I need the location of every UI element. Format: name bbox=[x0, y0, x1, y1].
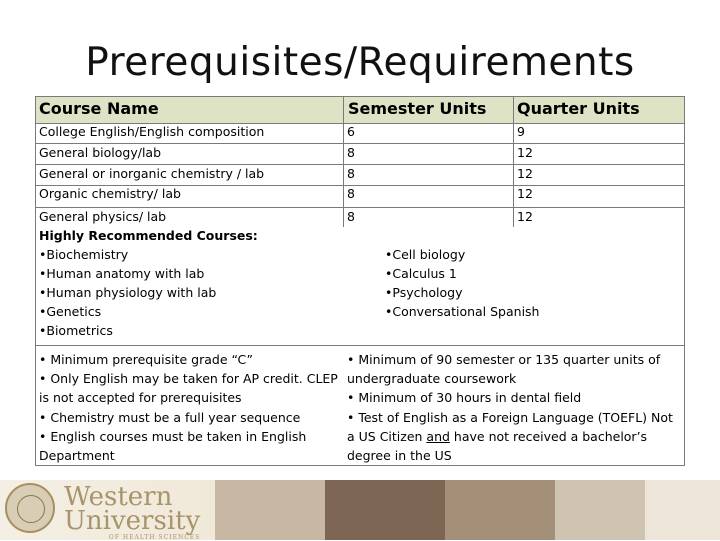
table-row-semester: 8 bbox=[347, 145, 355, 160]
table-row-course: Organic chemistry/ lab bbox=[39, 186, 181, 201]
table-row-course: General physics/ lab bbox=[39, 209, 167, 224]
student-photo bbox=[445, 480, 555, 540]
list-item: •Biochemistry bbox=[39, 247, 129, 262]
header-course-name: Course Name bbox=[39, 99, 159, 118]
list-item: •Human anatomy with lab bbox=[39, 266, 205, 281]
table-row-semester: 8 bbox=[347, 166, 355, 181]
note-item: • Minimum prerequisite grade “C” bbox=[39, 352, 253, 367]
table-row-semester: 6 bbox=[347, 124, 355, 139]
note-item: • Test of English as a Foreign Language (TOEFL) Not a US Citizen and have not received a bachelor’s degree in the US bbox=[347, 409, 673, 464]
note-item: • Minimum of 90 semester or 135 quarter units of undergraduate coursework bbox=[347, 352, 661, 387]
row-divider bbox=[36, 207, 684, 208]
list-item: •Conversational Spanish bbox=[385, 304, 540, 319]
row-divider bbox=[36, 143, 684, 144]
note-item: • Chemistry must be a full year sequence bbox=[39, 409, 301, 425]
requirements-table bbox=[35, 96, 685, 466]
table-row-quarter: 12 bbox=[517, 145, 533, 160]
notes-right bbox=[347, 350, 683, 465]
university-logo: Western University OF HEALTH SCIENCES bbox=[64, 482, 201, 541]
table-row-semester: 8 bbox=[347, 186, 355, 201]
recommended-heading: Highly Recommended Courses: bbox=[39, 228, 258, 243]
list-item: •Biometrics bbox=[39, 323, 113, 338]
table-row-quarter: 12 bbox=[517, 186, 533, 201]
row-divider bbox=[36, 164, 684, 165]
page-title: Prerequisites/Requirements bbox=[85, 40, 635, 85]
student-photo bbox=[215, 480, 325, 540]
note-item: • English courses must be taken in English Department bbox=[39, 428, 307, 464]
list-item: •Human physiology with lab bbox=[39, 285, 217, 300]
table-row-course: College English/English composition bbox=[39, 124, 265, 139]
list-item: •Cell biology bbox=[385, 247, 466, 262]
list-item: •Calculus 1 bbox=[385, 266, 457, 281]
table-row-quarter: 12 bbox=[517, 166, 533, 181]
notes-left bbox=[39, 350, 342, 465]
list-item: •Genetics bbox=[39, 304, 102, 319]
table-row-semester: 8 bbox=[347, 209, 355, 224]
list-item: •Psychology bbox=[385, 285, 463, 300]
table-row-course: General biology/lab bbox=[39, 145, 162, 160]
student-photo bbox=[645, 480, 720, 540]
table-header bbox=[36, 97, 684, 124]
university-seal-icon bbox=[5, 483, 55, 533]
note-item: • Only English may be taken for AP credit. CLEP is not accepted for prerequisites bbox=[39, 371, 338, 406]
table-row-course: General or inorganic chemistry / lab bbox=[39, 166, 265, 181]
student-photo bbox=[325, 480, 445, 540]
note-item: • Minimum of 30 hours in dental field bbox=[347, 390, 582, 406]
row-divider bbox=[36, 345, 684, 346]
table-row-quarter: 9 bbox=[517, 124, 525, 139]
student-photo bbox=[555, 480, 645, 540]
header-quarter-units: Quarter Units bbox=[517, 99, 640, 118]
header-semester-units: Semester Units bbox=[348, 99, 487, 118]
table-row-quarter: 12 bbox=[517, 209, 533, 224]
